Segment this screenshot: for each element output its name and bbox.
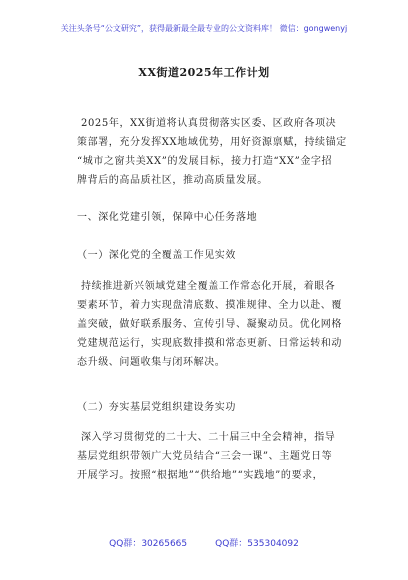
- sub1-line-1: 持续推进新兴领域党建全覆盖工作常态化开展，着眼各: [81, 281, 336, 292]
- sub1-line-5: 态升级、问题收集与闭环解决。: [77, 357, 226, 368]
- header-banner: 关注头条号“公文研究”，获得最新最全最专业的公文资料库！ 微信：gongwenyj: [60, 24, 348, 33]
- footer-qq-group-2: QQ群：535304092: [215, 539, 299, 549]
- sub1-line-3: 盖突破，做好联系服务、宣传引导、凝聚动员。优化网格: [77, 319, 342, 330]
- subsection-2-heading: （二）夯实基层党组织建设务实功: [77, 402, 236, 413]
- sub2-line-2: 基层党组织带领广大党员结合“三会一课”、主题党日等: [77, 451, 333, 462]
- intro-line-1: 2025年，XX街道将认真贯彻落实区委、区政府各项决: [81, 118, 337, 129]
- sub2-line-1: 深入学习贯彻党的二十大、二十届三中全会精神，指导: [81, 432, 336, 443]
- section-1-heading: 一、深化党建引领，保障中心任务落地: [77, 212, 258, 223]
- subsection-1-heading: （一）深化党的全覆盖工作见实效: [77, 250, 236, 261]
- document-title: XX街道2025年工作计划: [138, 66, 270, 79]
- sub2-line-3: 开展学习。按照“根据地”“供给地”“实践地”的要求，: [77, 470, 324, 481]
- sub1-line-2: 要素环节，着力实现盘清底数、摸准规律、全力以赴、覆: [77, 300, 342, 311]
- footer-qq-group-1: QQ群：30265665: [109, 539, 188, 549]
- sub1-line-4: 党建规范运行，实现底数排摸和常态更新、日常运转和动: [77, 338, 342, 349]
- intro-line-3: “城市之窗共美XX”的发展目标，接力打造“XX”金字招: [77, 156, 333, 167]
- intro-paragraph: [77, 114, 347, 190]
- intro-line-4: 牌背后的高品质社区，推动高质量发展。: [77, 175, 268, 186]
- subsection-1-paragraph: [77, 277, 347, 372]
- subsection-2-paragraph: [77, 428, 347, 485]
- footer-banner: [0, 536, 408, 549]
- intro-line-2: 策部署，充分发挥XX地域优势，用好资源禀赋，持续锚定: [77, 137, 347, 148]
